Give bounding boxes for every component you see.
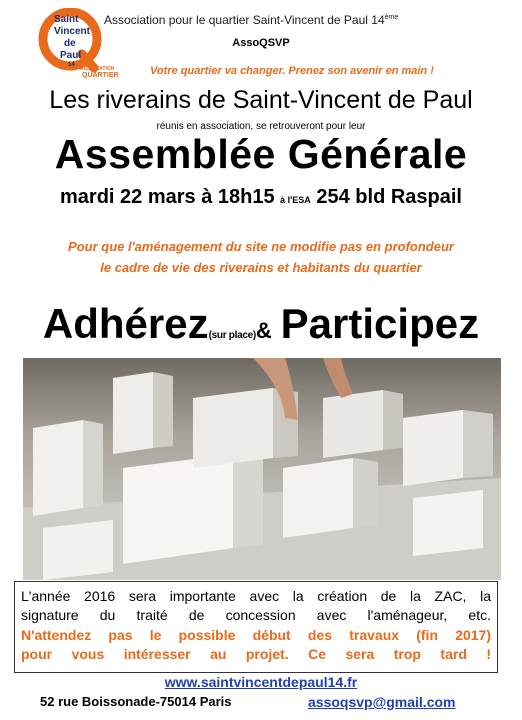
assemblee-title: Assemblée Générale [54, 131, 468, 177]
adherez-text: Adhérez [42, 300, 209, 347]
meeting-date: mardi 22 mars à 18h15 [60, 186, 275, 208]
association-short-name: AssoQSVP [232, 37, 290, 49]
info-line-3: N'attendez pas le possible début des travaux (fin 2017) [21, 627, 491, 643]
participez-text: Participez [280, 300, 480, 347]
reunis-text: réunis en association, se retrouveront pour leur [156, 121, 366, 132]
purpose-text: Pour que l'aménagement du site ne modifie pas en profondeur le cadre de vie des riverains et habitants du quartier [68, 239, 454, 275]
meeting-prep: à l'ESA [280, 195, 311, 205]
info-line-1: L'année 2016 sera importante avec la création de la ZAC, la [21, 588, 491, 604]
info-box [14, 581, 498, 673]
sur-place-text: (sur place) [208, 330, 256, 341]
architectural-model-photo [23, 358, 501, 580]
website-link[interactable]: www.saintvincentdepaul14.fr [164, 674, 358, 690]
association-name: Association pour le quartier Saint-Vincent de Paul 14ème [104, 13, 399, 27]
call-to-action [0, 300, 522, 348]
logo-quartier-label: ASSOCIATION QUARTIER [80, 66, 119, 79]
postal-address: 52 rue Boissonade-75014 Paris [40, 694, 232, 709]
ampersand: & [255, 318, 272, 343]
slogan: Votre quartier va changer. Prenez son avenir en main ! [150, 65, 434, 77]
meeting-place: 254 bld Raspail [316, 186, 462, 208]
email-link[interactable]: assoqsvp@gmail.com [308, 694, 456, 710]
info-line-2: signature du traité de concession avec l'aménageur, etc. [21, 607, 491, 623]
date-line [0, 186, 522, 209]
riverains-heading: Les riverains de Saint-Vincent de Paul [49, 86, 473, 114]
logo-text: Saint Vincent de Paul 14 [54, 14, 90, 68]
info-line-4: pour vous intéresser au projet. Ce sera trop tard ! [21, 646, 491, 662]
